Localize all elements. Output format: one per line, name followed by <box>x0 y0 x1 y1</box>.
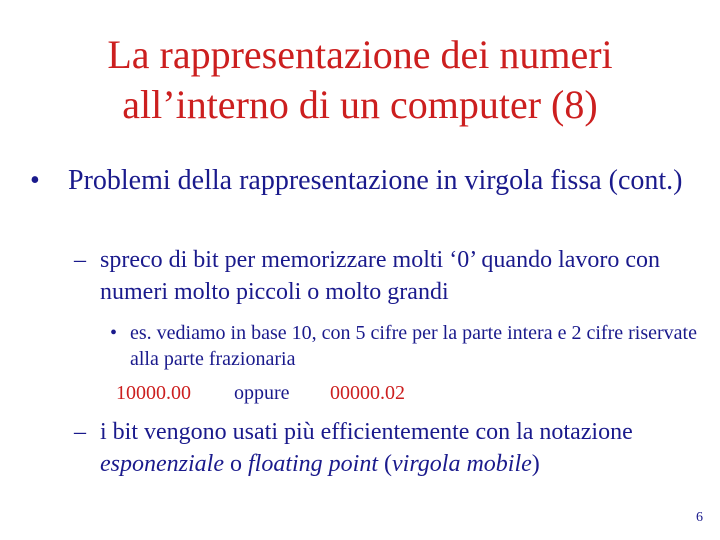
page-number: 6 <box>696 510 703 525</box>
title-line-1: La rappresentazione dei numeri <box>107 32 613 77</box>
text-part: ) <box>531 451 540 477</box>
bullet-level1 <box>30 164 710 198</box>
text-part: o <box>223 451 248 477</box>
sub-bullet-2-text <box>100 416 720 480</box>
bullet-text: Problemi della rappresentazione in virgola fissa (cont.) <box>68 165 683 196</box>
emphasis-esponenziale: esponenziale <box>100 451 224 477</box>
emphasis-virgola-mobile: virgola mobile <box>392 451 532 477</box>
sub-sub-bullet <box>110 320 710 372</box>
text-part: ( <box>378 451 392 477</box>
sub-bullet-2 <box>74 416 720 480</box>
dash-mark: – <box>74 419 86 445</box>
example-or: oppure <box>234 382 290 404</box>
sub-sub-bullet-text: es. vediamo in base 10, con 5 cifre per la parte intera e 2 cifre riservate alla parte frazionaria <box>130 322 697 370</box>
text-part: i bit vengono usati più efficientemente con la notazione <box>100 419 633 445</box>
example-first: 10000.00 <box>116 382 191 404</box>
sub-bullet-1-text: spreco di bit per memorizzare molti ‘0’ quando lavoro con numeri molto piccoli o molto grandi <box>100 247 661 305</box>
example-second: 00000.02 <box>330 382 405 404</box>
title-line-2: all’interno di un computer (8) <box>122 82 598 127</box>
bullet-mark: • <box>30 165 40 196</box>
emphasis-floating-point: floating point <box>247 451 378 477</box>
dash-mark: – <box>74 247 86 273</box>
sub-bullet-1 <box>74 244 720 308</box>
bullet-mark-small: • <box>110 322 118 344</box>
slide-title <box>40 30 680 130</box>
